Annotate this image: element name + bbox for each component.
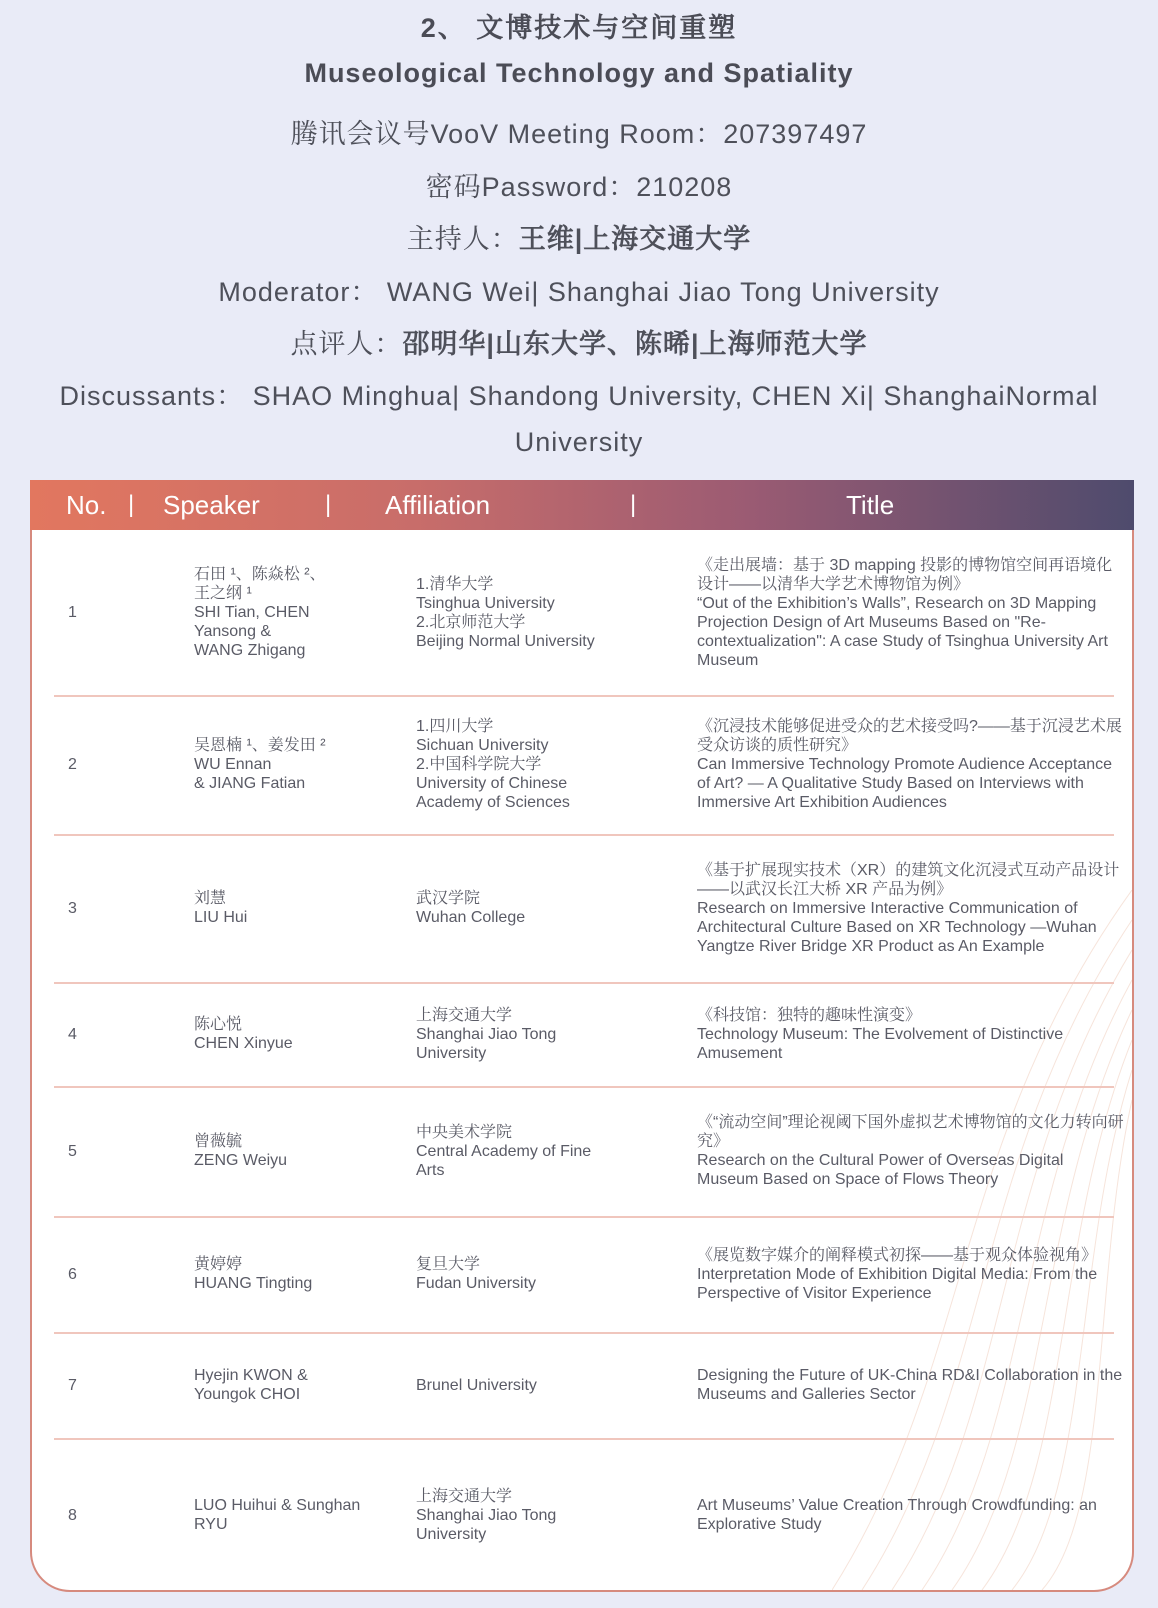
table-body [32, 530, 1134, 1592]
row-number-text: 1 [68, 604, 77, 621]
row-number [68, 834, 98, 982]
moderator-cn-name: 王维|上海交通大学 [518, 224, 752, 254]
discussants-cn-label: 点评人： [290, 329, 403, 359]
row-title-text: 《基于扩展现实技术（XR）的建筑文化沉浸式互动产品设计——以武汉长江大桥 XR 产品为例》 Research on Immersive Interactive Communication of Architectural Culture Based on XR Technology —Wuhan Yangtze River Bridge XR Product as An Example [697, 861, 1120, 955]
table-header [30, 480, 1134, 530]
table-row [54, 530, 1114, 697]
row-title [697, 1438, 1127, 1592]
table-row [54, 1332, 1123, 1440]
discussants-cn-names: 邵明华|山东大学、陈晞|上海师范大学 [402, 329, 868, 359]
row-title [697, 530, 1127, 695]
discussants-en: Discussants： SHAO Minghua| Shandong University, CHEN Xi| ShanghaiNormal [59, 381, 1099, 411]
discussants-en-cont: University [514, 427, 644, 457]
row-speaker-text: 吴恩楠 ¹、姜发田 ² WU Ennan & JIANG Fatian [194, 737, 326, 792]
meeting-room: 腾讯会议号VooV Meeting Room：207397497 [290, 119, 868, 149]
row-title-text: Art Museums’ Value Creation Through Crowdfunding: an Explorative Study [697, 1497, 1097, 1533]
row-number-text: 2 [68, 756, 77, 773]
row-number [68, 1086, 98, 1216]
header-no: No. [66, 490, 107, 520]
schedule-table [30, 480, 1134, 1592]
row-number [68, 1216, 98, 1332]
row-affiliation-text: 1.四川大学 Sichuan University 2.中国科学院大学 University of Chinese Academy of Sciences [416, 718, 570, 811]
row-number [68, 530, 98, 695]
moderator-cn [0, 217, 1158, 256]
row-speaker [194, 695, 394, 834]
row-number-text: 6 [68, 1265, 77, 1283]
row-affiliation-text: Brunel University [416, 1376, 537, 1394]
header-separator: | [128, 491, 135, 518]
row-affiliation [416, 1438, 686, 1592]
row-speaker [194, 530, 394, 695]
table-row [54, 1438, 1114, 1592]
header-separator: | [325, 491, 332, 518]
row-title-text: 《沉浸技术能够促进受众的艺术接受吗?——基于沉浸艺术展受众访谈的质性研究》 Can Immersive Technology Promote Audience Acceptance of Art? — A Qualitative Study Based on Interviews with Immersive Art Exhibition Audiences [697, 718, 1122, 811]
discussants-cn [0, 322, 1158, 361]
row-speaker-text: Hyejin KWON & Youngok CHOI [194, 1367, 308, 1403]
row-title [697, 834, 1127, 982]
row-title [697, 982, 1127, 1086]
table-row [54, 982, 1114, 1088]
row-speaker [194, 834, 394, 982]
row-number-text: 8 [68, 1506, 77, 1524]
row-speaker-text: LUO Huihui & Sunghan RYU [194, 1497, 361, 1533]
row-affiliation [416, 1086, 686, 1216]
moderator-en: Moderator： WANG Wei| Shanghai Jiao Tong University [218, 277, 940, 307]
moderator-cn-label: 主持人： [406, 224, 519, 254]
row-title-text: Designing the Future of UK-China RD&I Collaboration in the Museums and Galleries Sector [697, 1367, 1123, 1403]
header-separator: | [630, 491, 637, 518]
row-title [697, 1332, 1127, 1438]
row-affiliation-text: 武汉学院 Wuhan College [416, 890, 526, 926]
row-affiliation-text: 上海交通大学 Shanghai Jiao Tong University [416, 1006, 557, 1062]
row-title [697, 1086, 1127, 1216]
row-affiliation-text: 复旦大学 Fudan University [416, 1256, 537, 1292]
row-number-text: 7 [68, 1376, 77, 1394]
row-affiliation-text: 中央美术学院 Central Academy of Fine Arts [416, 1123, 592, 1179]
row-number [68, 1332, 98, 1438]
row-title [697, 695, 1127, 834]
row-speaker-text: 石田 ¹、陈焱松 ²、 王之纲 ¹ SHI Tian, CHEN Yansong & WANG Zhigang [194, 566, 326, 659]
row-number [68, 1438, 98, 1592]
header-speaker: Speaker [163, 490, 260, 520]
row-speaker-text: 陈心悦 CHEN Xinyue [194, 1016, 293, 1052]
row-speaker-text: 黄婷婷 HUANG Tingting [194, 1256, 313, 1292]
row-title-text: 《走出展墙：基于 3D mapping 投影的博物馆空间再语境化设计——以清华大学艺术博物馆为例》 “Out of the Exhibition’s Walls”, Research on 3D Mapping Projection Design of Art Museums Based on "Re-contextualization": A case Study of Tsinghua University Art Museum [697, 556, 1113, 669]
row-speaker [194, 1332, 394, 1438]
row-speaker [194, 982, 394, 1086]
row-title-text: 《科技馆：独特的趣味性演变》 Technology Museum: The Evolvement of Distinctive Amusement [697, 1006, 1064, 1062]
row-title [697, 1216, 1127, 1332]
row-number [68, 695, 98, 834]
header-title: Title [846, 490, 895, 520]
row-affiliation [416, 1216, 686, 1332]
row-title-text: 《“流动空间”理论视阈下国外虚拟艺术博物馆的文化力转向研究》 Research on the Cultural Power of Overseas Digital Museum Based on Space of Flows Theory [697, 1114, 1124, 1188]
row-speaker [194, 1216, 394, 1332]
row-number-text: 3 [68, 899, 77, 917]
row-affiliation [416, 530, 686, 695]
table-row [54, 1216, 1114, 1334]
row-speaker-text: 刘慧 LIU Hui [194, 890, 248, 926]
row-speaker [194, 1086, 394, 1216]
section-title-en: Museological Technology and Spatiality [304, 58, 854, 88]
header-affiliation: Affiliation [385, 490, 491, 520]
row-speaker [194, 1438, 394, 1592]
row-number-text: 5 [68, 1142, 77, 1160]
row-affiliation-text: 上海交通大学 Shanghai Jiao Tong University [416, 1487, 557, 1543]
row-affiliation [416, 1332, 686, 1438]
meeting-password: 密码Password：210208 [425, 172, 733, 202]
table-row [54, 695, 1122, 836]
row-number-text: 4 [68, 1025, 77, 1043]
table-row [54, 1086, 1124, 1218]
row-title-text: 《展览数字媒介的阐释模式初探——基于观众体验视角》 Interpretation Mode of Exhibition Digital Media: From the Perspective of Visitor Experience [697, 1246, 1098, 1302]
table-row [54, 834, 1120, 984]
row-affiliation [416, 982, 686, 1086]
row-speaker-text: 曾薇毓 ZENG Weiyu [194, 1133, 288, 1169]
row-affiliation-text: 1.清华大学 Tsinghua University 2.北京师范大学 Beijing Normal University [416, 575, 595, 650]
row-affiliation [416, 834, 686, 982]
row-affiliation [416, 695, 686, 834]
section-title-cn: 2、 文博技术与空间重塑 [420, 13, 738, 43]
row-number [68, 982, 98, 1086]
